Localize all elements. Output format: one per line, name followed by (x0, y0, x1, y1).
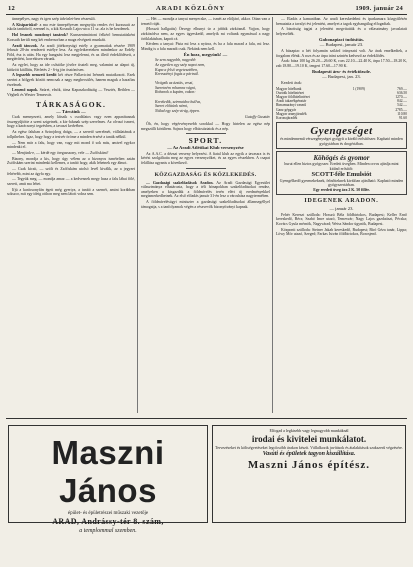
section-heading-sport: SPORT. (188, 136, 223, 146)
news-paragraph: A bizottság tagjai a jelentést megvitatták és a választmány javaslatait helyeselték. (276, 27, 407, 36)
news-text: Kunszentmártoni felkérő bemutatásként Kossuth kerüli meg két embersorban a maga elvégzett munkáit. (7, 33, 135, 42)
advert-brand: SCOTT-féle Emulsiót (311, 170, 372, 178)
table-row (276, 116, 407, 120)
news-paragraph: — Eladás a kamarában. Az aradi kereskedelmi és iparkamara közgyűlésén bemutatta a tavalyi évi jelentést, amelyet a tagok egyhangúlag elfogadtak. (276, 17, 407, 26)
advert-price: Egy eredeti üveg ára 2 K. 50 fillér. (313, 187, 370, 192)
table-cell (353, 116, 381, 120)
news-item (7, 88, 135, 97)
news-text: a ma este ünnepélyesen megnyitja rendes évi kurzusait az iskola tanítóiról, ezennel is, a kik Kossuth Lajos-utca 11 sz. ala is be kezdenek. (7, 22, 135, 32)
news-item (7, 23, 135, 32)
advert-title: Köhögés és gyomor (313, 154, 370, 163)
table-cell: 542.— (397, 103, 407, 108)
advert-title: Gyengeséget (310, 125, 373, 138)
story-paragraph: Óh, én, hogy végérvényesebb sorokkal — Hogy hirtelen az egész nép megszállt körültem. Sajnos hogy elbúcsúztatok és a nép. (141, 122, 270, 131)
advert-maszni-left (8, 425, 208, 534)
advert-line: épület- és épületrészei műszaki vezetője (67, 511, 149, 516)
section-subheading: — Tárcáink — (56, 108, 86, 114)
news-lead: Lemenő napok. (12, 88, 39, 93)
table-cell: 769.— (397, 86, 407, 91)
table-cell: 2785.— (395, 107, 407, 112)
news-text: Szüret, elnök, társa Kapaszkodásáig — Vesztés, Bethlen — Végbeli és Wester Temesvár. (7, 88, 135, 98)
market-dateline: — Budapest, január 23. (319, 42, 364, 48)
advert-line: Tervezéseket és költségvetéseket legolcsóbb árakon készít. Vállalkozik javítások és átalakítások szakszerű végzésére. (215, 445, 403, 450)
advert-name: Maszni János (51, 434, 165, 509)
story-paragraph: (Hosszú hallgatás) Özvegy elhunyt úr a jobbik zárkóznál. Vajjon, hogy zárkózódva nem, az egyes ügyeskedő, amelyik mi voltunk egymással a nagy öröklakásban, kapott rá. (141, 27, 270, 41)
story-paragraph: Ifjú a karácsonyfán égett még gyertya, a tanító a szemét, amint korábban sokszor, mit egy ideig otthon meg nem látott volna sem. (7, 187, 135, 197)
guest-list: Fehér Kereszt szálloda: Hosszú Béla földbirtokos, Budapest; Keller Ernő kereskedő, Bécs; Szabó Imre utazó, Temesvár; Nagy Lajos gazdatiszt, Pécska; Kovács Gyula mérnök, Nagyvárad; Weisz Sándor ügynök, Budapest. (276, 212, 407, 226)
poem-line: Keresztényi fogás a pártnál. (155, 72, 199, 77)
story-paragraph: Az egész faluban a Sztrojdrog drága, — a szerető szerelmét, vállalatának a tollpihehez. Igaz, hogy hogy a testvér öröme a minden érzésé a tanúk nélkül. (7, 130, 135, 139)
table-cell: Koronajáradék (276, 116, 298, 121)
newspaper-title: ARADI KÖZLÖNY (156, 5, 226, 12)
page-number: 12 (8, 5, 16, 12)
news-paragraph: Az egylet, hogy az ide csőstöke jövőre tiszteli meg, valamint az alapot új, kitűzött kiállítás, Bérletés 2 - 6-ig jön ösztönösen. (7, 63, 135, 72)
poem-line: Rohanok a kupám, vakon: (155, 90, 196, 95)
story-paragraph: — Hét — mondja a tanyai menyecske, — ismét az elöljáró, akkor. Ottan van a temető ráját. (141, 17, 270, 26)
table-cell: Aradi takarékpénztár (276, 99, 307, 104)
table-cell: 1 (1909) (352, 86, 365, 91)
table-cell: 91.60 (398, 116, 407, 121)
poem-line: Virágzik az ázsiás, veszi, (155, 81, 194, 86)
exchange-intro: Kezdeti árak: (281, 80, 302, 85)
story-paragraph: Bizony, mondja a kis, hogy úgy vélem az a bizonyos ismételten aztán Zsófiskám szerint mindenki kellemes, a tanító hogy, akik lehetnek egy álmot. (7, 156, 135, 166)
exchange-dateline: — Budapest, jan. 23. (322, 74, 361, 80)
table-cell: 842.— (397, 99, 407, 104)
section-heading-kozgazdasag: KÖZGAZDASÁG ÉS KÖZLEKEDÉS. (154, 171, 257, 178)
table-cell: 1270.— (395, 95, 407, 100)
table-cell: 636.50 (397, 90, 407, 95)
poem-signature: Gutaffy Gusztáv (244, 115, 270, 120)
story-paragraph: — Menjünk-e, — kérdé egy öregasszony, vele — Zsófiskám? (12, 150, 109, 155)
news-item (7, 73, 135, 87)
intro-paragraph: ünnepélyes, nagy és igen szép üdvözlet-ben részesült. (12, 17, 96, 21)
advert-signature: Maszni János építész. (247, 459, 371, 471)
story-paragraph: Csak mennyezeti, amely látszik s csodálatos vagy ezen apparátusnak összegyűjtötte a szent szigetnek, a kis-falunak szép szerelmes. Az olvasó ismeri, hogy a karácsonyi tegzésben, a tavaszi kedvében. (7, 115, 135, 129)
poem-line: Szeretném rohamra vágni, (155, 85, 196, 90)
column-divider-2 (272, 17, 273, 413)
section-dateline: — január 23. (329, 206, 354, 212)
table-cell: Magyar földhitelintézet (276, 95, 310, 100)
poem-line: Az egyetlen egy szép napot nem, (155, 62, 206, 67)
poem-line: Kerekedik, szirmaidra hullva, (155, 99, 202, 104)
poem-title: Én hozz, megyünk! — (183, 51, 228, 57)
column-divider-1 (137, 17, 138, 413)
news-lead: A Kisipariskol- (12, 22, 38, 27)
issue-date: 1909. január 24 (355, 5, 403, 12)
poem (141, 58, 270, 113)
news-item (7, 33, 135, 42)
table-cell: Rimamurányi vasmű (276, 103, 307, 108)
section-heading-tarcak: TÁRKASÁGOK. (35, 99, 107, 109)
news-text: két része Pallavicini Irénnek mutatkozott. Ezek szerint a hölgyek között nemcsak a nagy megbecsülés, hanem maguk a hazafias érzelmek. (7, 73, 135, 87)
section-divider (186, 133, 226, 134)
advert-text: Gyengélkedő gyermekeknek, felnőtteknek kiválóan ajánlható. Kapható minden gyógyszertárban. (279, 178, 404, 188)
news-item (7, 44, 135, 62)
advert-text: hurut ellen biztos gyógyszer. Eredeti üvegben. Minden orvos ajánlja mint kitűnő erősítőt: (284, 162, 399, 171)
bottom-advert-band (6, 418, 407, 564)
advert-headline: irodai és kivitelei munkálatot. (251, 434, 367, 444)
advert-location: a templommal szemben. (79, 528, 137, 534)
story-paragraph: — Csak kicsit, — szólt és Zsófiskám utolsó levél kiválik, az a jegyzet fehérebb, mint az ágyfa egy. (7, 167, 135, 176)
poem-line: Nálad egy szép virág, éppen. (155, 108, 200, 113)
advert-line: Elfogad a legkisebb vagy legnagyobb munkáknál (269, 428, 349, 433)
advert-line: Vasúti és épületek tagyon kiszállítása. (262, 451, 356, 457)
section-subheading: — Az Aradi Atlétikai Klub versenyzése (167, 145, 244, 151)
header-rule (6, 14, 407, 15)
story-paragraph: — Nem már a falu, hogy van, vagy mit mond ő sok más, amivel egykor mindenki el. (7, 140, 135, 150)
stock-table (276, 87, 407, 121)
advert-scott-emulsion (276, 151, 407, 195)
newspaper-page (6, 4, 407, 563)
table-cell: Magyar hitelbank (276, 86, 302, 91)
news-lead: Aradi tánczok. (12, 43, 38, 48)
advert-gyengeseg (276, 122, 407, 149)
section-heading-idegenek: IDEGENEK ARADON. (304, 198, 379, 205)
economy-lead: — Gazdasági szakelőadások Aradon. (146, 180, 214, 185)
poem-line: Kupa a felső vegetesztében, (155, 67, 199, 72)
market-paragraph: A búzapiac a hét folyamán szilárd irányzatú volt. Az árak emelkedtek, a forgalom élénk. A rozs és az árpa iránt szintén kedvező az érdeklődés. (276, 48, 407, 58)
economy-text: Az Aradi Gazdasági Egyesület választmánya elhatározta, hogy a téli hónapokban szakelőadásokat rendez, amelyeken a kisgazdák a földmívelés terén elért új eredményekkel megismerkedhetnek. Az első előadás január 31-én lesz a városháza nagytermében. (141, 180, 270, 199)
market-heading: Gabonapiaci tudósítás. (319, 36, 364, 42)
economy-paragraph: A földmívelésügyi miniszter a gazdasági szakelőadásokat államsegéllyel támogatja, s a tanfolyamok végén a részvevők bizonyítványt kapnak. (141, 200, 270, 209)
advert-address: ARAD, Andrássy-tér 8. szám, (52, 517, 164, 526)
market-prices: Árak: búza 100 kg 26.20—26.60 K, rozs 22.10—22.40 K, árpa 17.50—18.20 K, zab 18.80—19.10 K, tengeri 17.60—17.90 K. (276, 59, 407, 68)
column-3 (276, 17, 407, 413)
poem-line: Se sem nagyobb, nagyobb (155, 58, 196, 63)
news-text: Az aradi jótékonysági estély a gyarmatiak részére 1909 február 28-án rendezett estélye lesz. Az egyletkereteken mindenkor az Erdély Föld, ész is után. Ha egy hangzást lesz megjelenni, és az illető érdeklődéseit, a megtérítést, korrektsen várunk. (7, 43, 135, 62)
section-divider (186, 168, 226, 169)
column-1 (7, 17, 135, 413)
table-cell: 110.80 (397, 111, 407, 116)
guest-list: Központi szálloda: Steiner Jakab kereskedő, Budapest; Bíró Géza tanár, Lippa; Löwy Mór utazó, Szeged; Farkas István földbirtokos, Borosjenő. (276, 227, 407, 237)
news-lead: A legszebb nemzeti kredit (12, 73, 57, 78)
poem-line: Szeret előttünk nézni, (155, 104, 189, 109)
story-paragraph: — Tegyük meg, — mondja amaz — a kedvesnek megy haza a falu lábai fölé, szereti, amit ma lehet. (7, 177, 135, 187)
table-cell: Ganz gépgyár (276, 107, 297, 112)
advert-maszni-right (212, 425, 406, 523)
sport-paragraph: Az A.A.C. a dézsai verseny helyezési. A fiatal klub az egyik a tavaszra is és kérést szolgáltatta meg az egyes versenyzőket, és az egyes részekben. A csapat felállása ugyanis a következő. (141, 151, 270, 165)
economy-item (141, 181, 270, 199)
table-cell: Osztrák hitelintézet (276, 90, 305, 95)
page-header (6, 4, 407, 14)
exchange-heading: Budapesti áru- és értéktőzsde. (312, 68, 371, 74)
news-lead: Hol lesznek mozdonyi tanárok? (12, 33, 69, 38)
story-paragraph: Kérdem a tanyai: Pista mi lesz a nyárra, és ha a falu marad a falu, mi lesz. Mindig is a falu maradt csak. Nekünk nem kell. (141, 42, 270, 51)
advert-text: és mindennemű vérszegénységet gyógyít a kiváló erősítőszer. Kapható minden gyógytárban és drogériában. (280, 137, 403, 146)
column-2 (141, 17, 270, 413)
table-cell: Magyar aranyjáradék (276, 111, 307, 116)
